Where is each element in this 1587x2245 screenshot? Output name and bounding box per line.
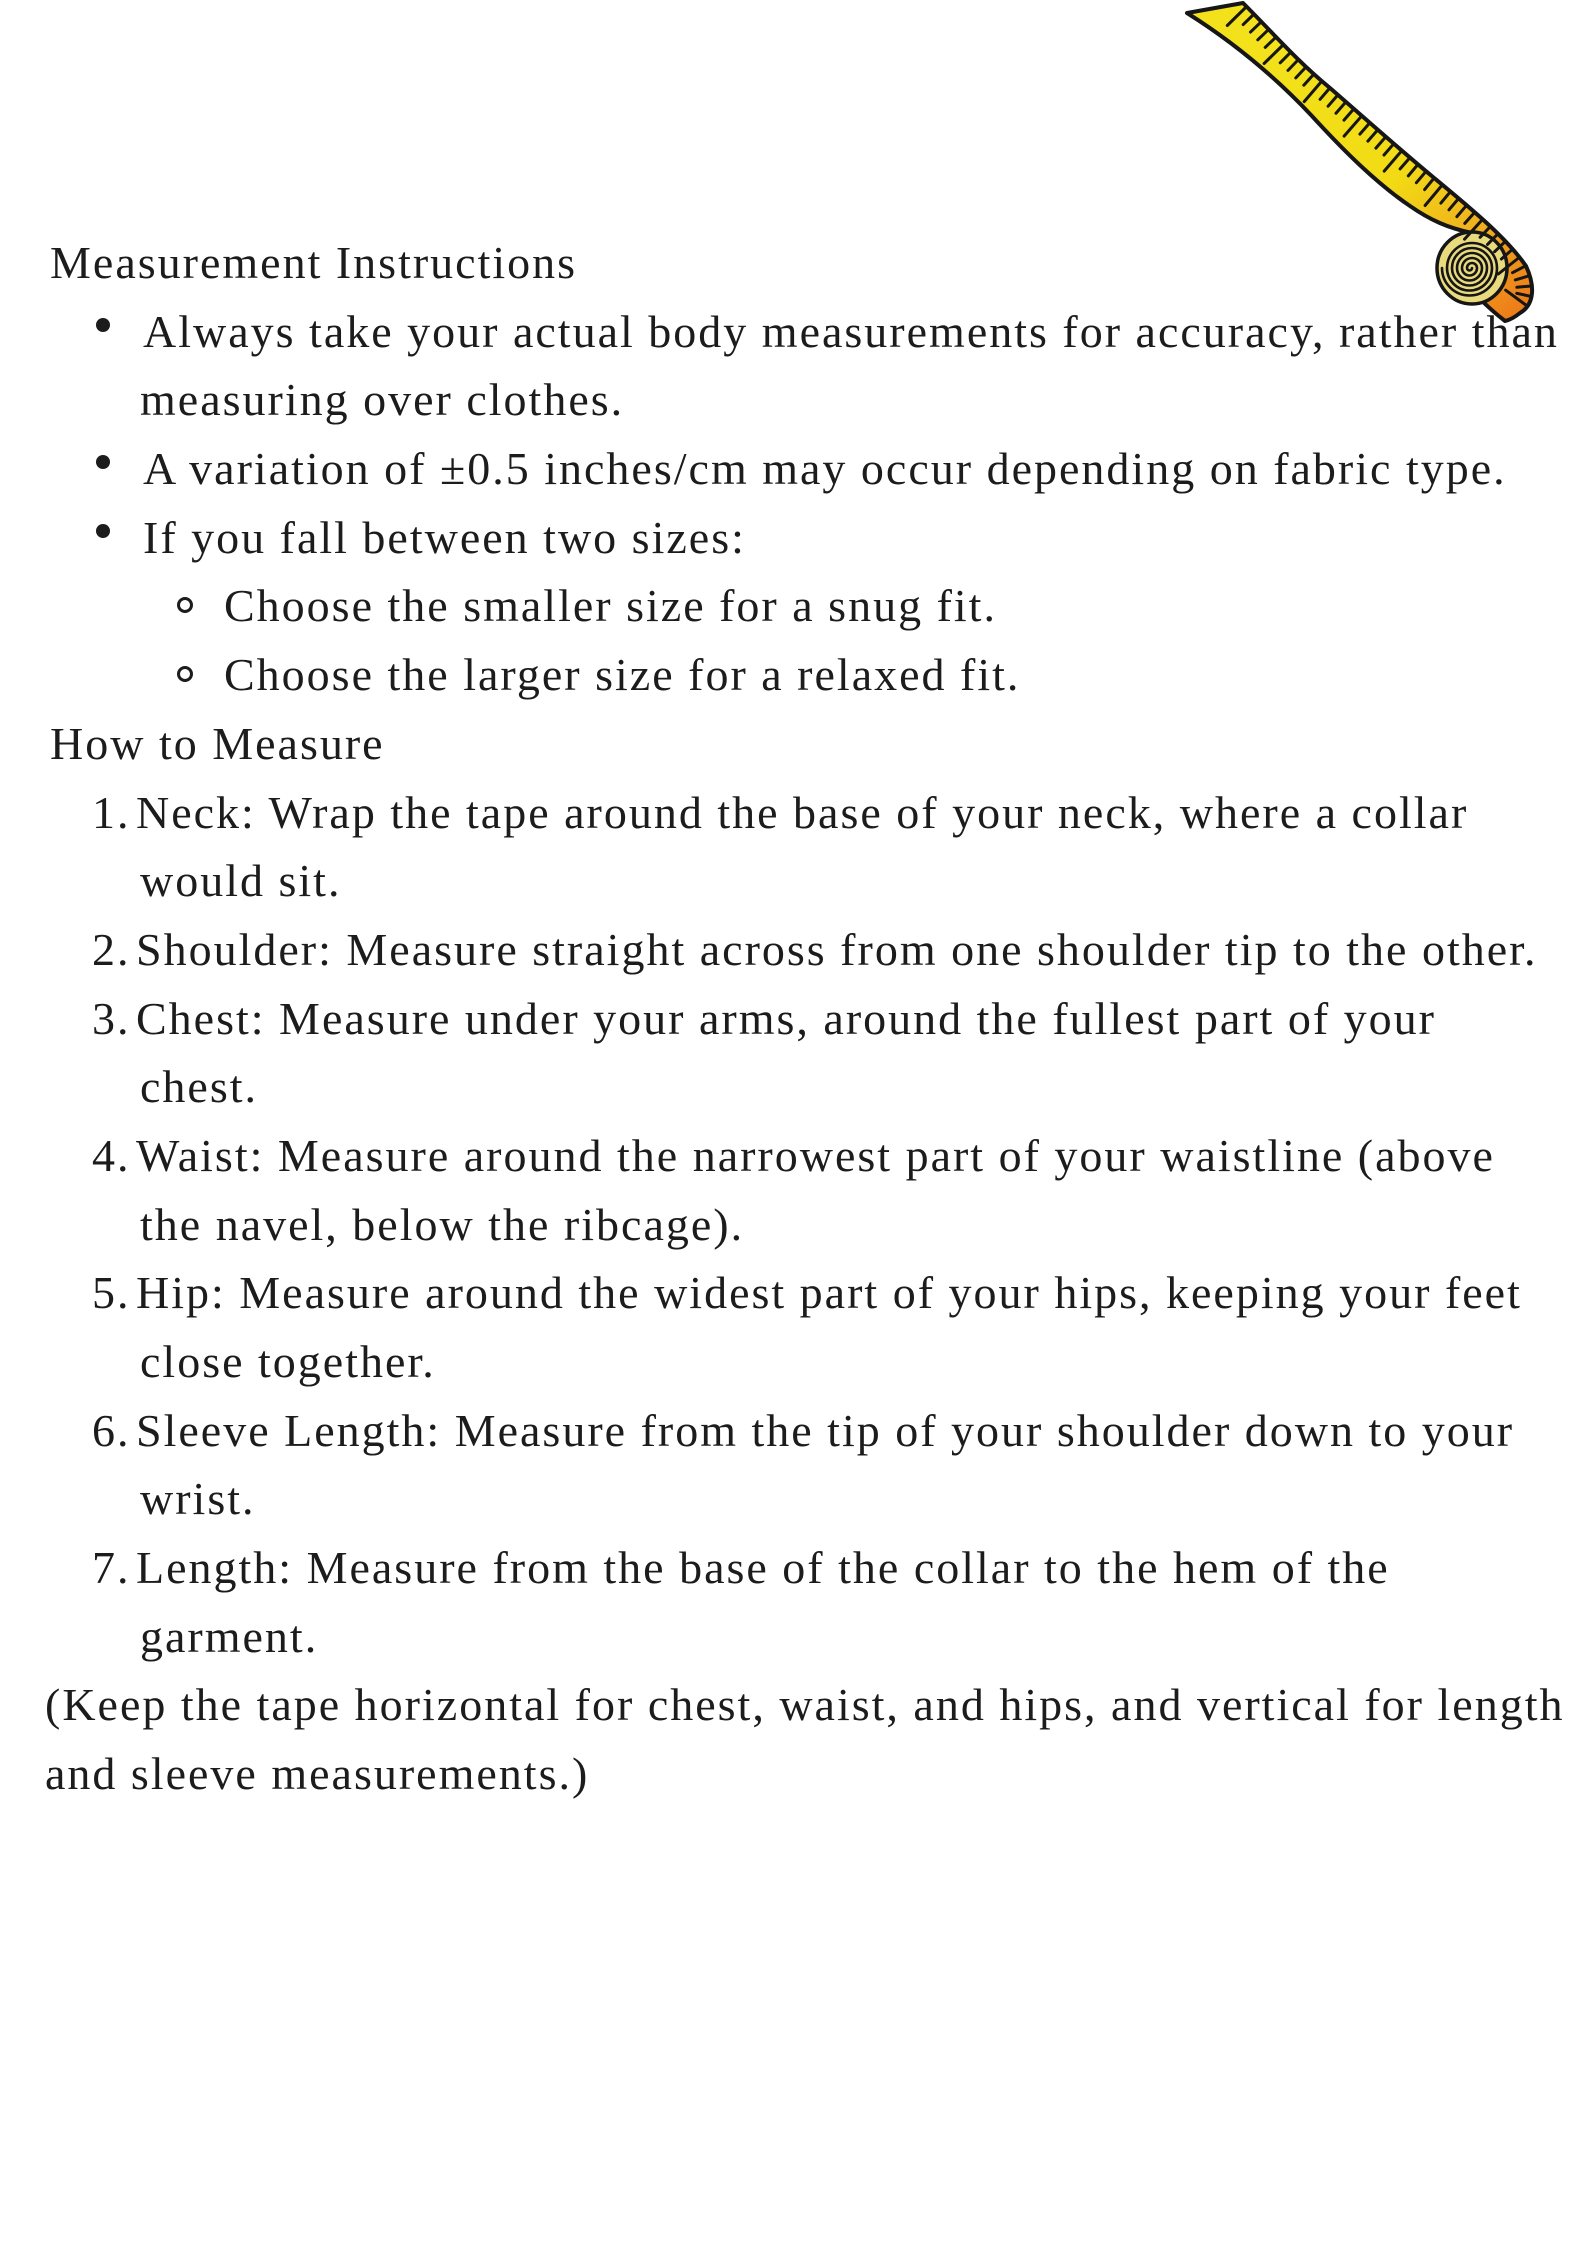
- sub-bullet-item-text: Choose the larger size for a relaxed fit.: [224, 649, 1021, 701]
- list-number: 5.: [92, 1267, 131, 1319]
- list-number: 1.: [92, 786, 131, 838]
- bullet-item-text: If you fall between two sizes:: [143, 511, 746, 563]
- sub-bullet-item: [0, 572, 1587, 641]
- page-title: Measurement Instructions: [50, 237, 578, 288]
- numbered-item-continuation: wrist.: [140, 1473, 256, 1525]
- list-number: 7.: [92, 1542, 131, 1594]
- bullet-circle-marker: [177, 597, 193, 613]
- list-number: 4.: [92, 1129, 131, 1181]
- sub-bullet-item-text: Choose the smaller size for a snug fit.: [224, 580, 997, 632]
- bullet-disc-marker: [96, 455, 110, 469]
- numbered-item-text: Sleeve Length: Measure from the tip of your shoulder down to your: [136, 1404, 1515, 1456]
- numbered-item: [0, 1397, 1587, 1466]
- list-number: 3.: [92, 992, 131, 1044]
- numbered-item: [0, 1534, 1587, 1603]
- sub-bullet-item: [0, 641, 1587, 710]
- numbered-item-continuation: chest.: [140, 1061, 259, 1113]
- numbered-item-text: Shoulder: Measure straight across from one shoulder tip to the other.: [136, 923, 1538, 975]
- numbered-item-continuation: the navel, below the ribcage).: [140, 1198, 745, 1250]
- bullet-item-continuation: measuring over clothes.: [140, 374, 625, 426]
- numbered-item-continuation: would sit.: [140, 855, 342, 907]
- note-paragraph: (Keep the tape horizontal for chest, waist, and hips, and vertical for length: [45, 1679, 1565, 1731]
- section-heading: How to Measure: [50, 717, 385, 769]
- numbered-item-text: Hip: Measure around the widest part of your hips, keeping your feet: [136, 1267, 1522, 1319]
- bullet-item: [0, 298, 1587, 367]
- bullet-disc-marker: [96, 524, 110, 538]
- numbered-item-text: Neck: Wrap the tape around the base of your neck, where a collar: [136, 786, 1469, 838]
- numbered-item: [0, 1122, 1587, 1191]
- measurement-instructions-document: [0, 229, 1587, 1809]
- numbered-item: [0, 985, 1587, 1054]
- bullet-disc-marker: [96, 318, 110, 332]
- numbered-item: [0, 779, 1587, 848]
- numbered-item-text: Waist: Measure around the narrowest part of your waistline (above: [136, 1129, 1495, 1181]
- numbered-item-text: Chest: Measure under your arms, around the fullest part of your: [136, 992, 1436, 1044]
- numbered-item-text: Length: Measure from the base of the collar to the hem of the: [136, 1542, 1390, 1594]
- note-paragraph: and sleeve measurements.): [45, 1748, 590, 1800]
- bullet-item-text: A variation of ±0.5 inches/cm may occur depending on fabric type.: [143, 443, 1507, 495]
- numbered-item: [0, 916, 1587, 985]
- bullet-item: [0, 435, 1587, 504]
- numbered-item: [0, 1259, 1587, 1328]
- bullet-circle-marker: [177, 666, 193, 682]
- numbered-item-continuation: garment.: [140, 1610, 319, 1662]
- bullet-item-text: Always take your actual body measurements for accuracy, rather than: [143, 305, 1559, 357]
- numbered-item-continuation: close together.: [140, 1336, 436, 1387]
- bullet-item: [0, 504, 1587, 573]
- list-number: 2.: [92, 923, 131, 975]
- list-number: 6.: [92, 1404, 131, 1456]
